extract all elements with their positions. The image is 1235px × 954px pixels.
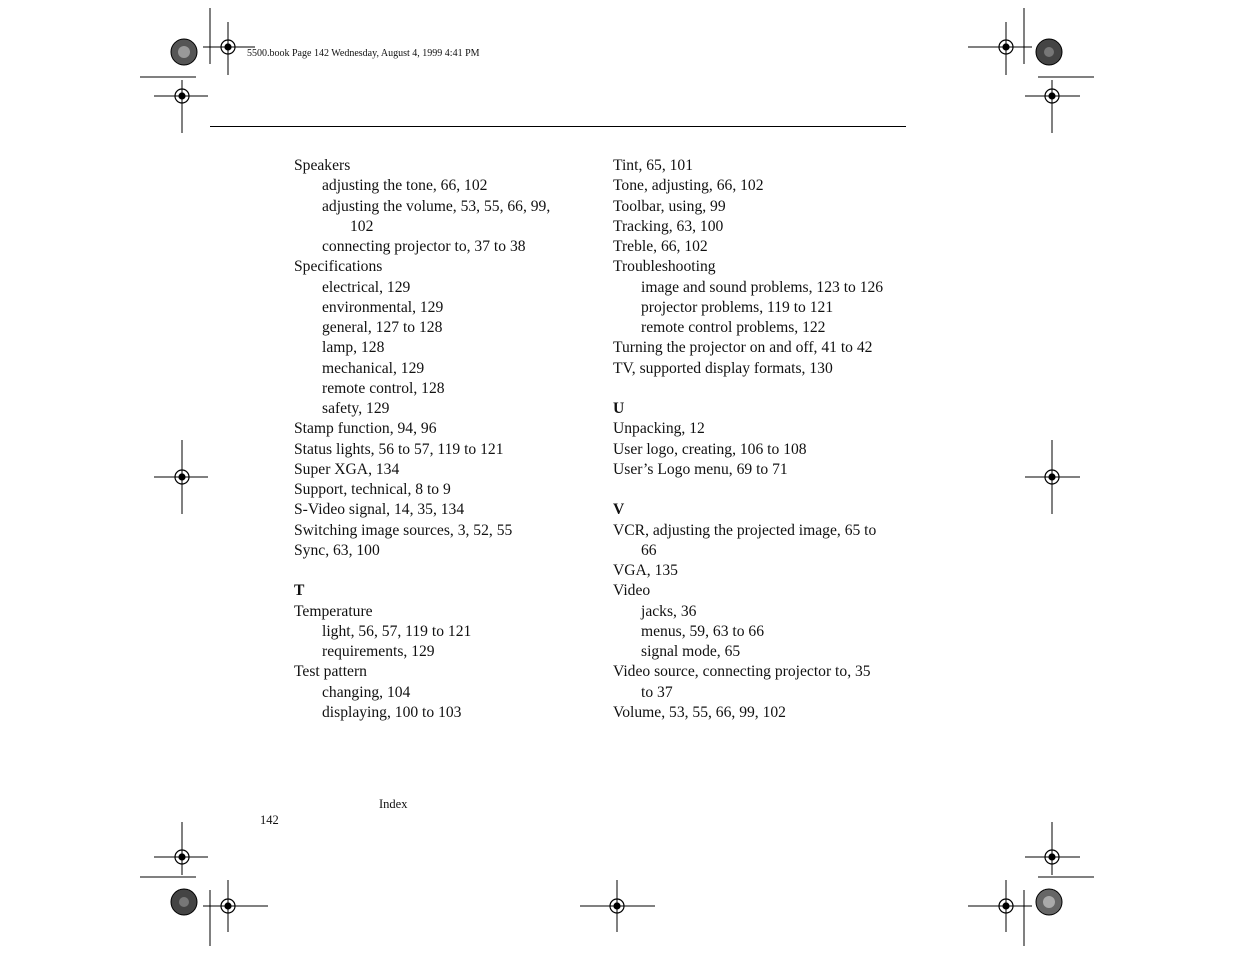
index-subentry: changing, 104 [322, 683, 411, 701]
index-entry: Video [613, 582, 651, 600]
index-entry: Switching image sources, 3, 52, 55 [294, 521, 513, 539]
index-entry: S-Video signal, 14, 35, 134 [294, 501, 465, 519]
index-subentry: environmental, 129 [322, 298, 444, 316]
index-entry: Tint, 65, 101 [613, 157, 694, 174]
section-spacer [613, 379, 913, 399]
index-entry: Sync, 63, 100 [294, 541, 380, 559]
index-entry: Support, technical, 8 to 9 [294, 481, 451, 498]
index-entry: Stamp function, 94, 96 [294, 420, 437, 438]
index-subentry: requirements, 129 [322, 643, 435, 660]
index-subentry: lamp, 128 [322, 339, 385, 357]
index-subentry: general, 127 to 128 [322, 319, 443, 336]
index-entry: Video source, connecting projector to, 35 [613, 663, 871, 681]
index-column-right [613, 156, 913, 723]
index-entry: Status lights, 56 to 57, 119 to 121 [294, 440, 504, 458]
index-subentry: adjusting the volume, 53, 55, 66, 99, [322, 197, 551, 215]
section-letter: U [613, 400, 625, 417]
index-entry: Tone, adjusting, 66, 102 [613, 177, 764, 195]
index-entry: Unpacking, 12 [613, 420, 705, 438]
index-subentry: remote control problems, 122 [641, 319, 826, 336]
index-entry: Turning the projector on and off, 41 to 42 [613, 339, 873, 357]
index-entry: Test pattern [294, 663, 367, 681]
page-number: 142 [260, 813, 279, 827]
index-entry: Treble, 66, 102 [613, 238, 708, 255]
index-entry: Super XGA, 134 [294, 460, 400, 478]
index-subentry: mechanical, 129 [322, 359, 425, 377]
index-subentry: connecting projector to, 37 to 38 [322, 238, 526, 255]
index-entry: Troubleshooting [613, 258, 716, 276]
index-subentry: jacks, 36 [641, 602, 697, 620]
index-subentry: to 37 [641, 683, 673, 701]
index-entry: Specifications [294, 258, 383, 276]
index-entry: Speakers [294, 157, 351, 174]
print-slug: 5500.book Page 142 Wednesday, August 4, 1999 4:41 PM [247, 48, 480, 59]
index-entry: VCR, adjusting the projected image, 65 to [613, 521, 877, 539]
index-subentry: 66 [641, 541, 657, 559]
index-subentry: remote control, 128 [322, 379, 445, 397]
section-letter: V [613, 501, 625, 519]
index-subentry: electrical, 129 [322, 278, 411, 296]
index-subentry: image and sound problems, 123 to 126 [641, 278, 884, 296]
section-letter: T [294, 582, 305, 600]
index-subentry: 102 [350, 217, 374, 235]
section-spacer [294, 561, 594, 581]
index-subentry: adjusting the tone, 66, 102 [322, 177, 488, 195]
index-column-left [294, 156, 594, 723]
header-rule [210, 126, 906, 127]
index-entry: Volume, 53, 55, 66, 99, 102 [613, 703, 786, 721]
index-entry: User’s Logo menu, 69 to 71 [613, 460, 788, 478]
index-subentry: menus, 59, 63 to 66 [641, 622, 765, 640]
index-entry: Tracking, 63, 100 [613, 217, 724, 235]
footer-section-title: Index [379, 797, 408, 811]
index-subentry: displaying, 100 to 103 [322, 703, 462, 721]
index-entry: User logo, creating, 106 to 108 [613, 440, 807, 458]
index-entry: VGA, 135 [613, 562, 678, 579]
index-subentry: safety, 129 [322, 400, 390, 417]
index-entry: Temperature [294, 602, 373, 620]
index-entry: Toolbar, using, 99 [613, 197, 726, 215]
section-spacer [613, 480, 913, 500]
index-subentry: projector problems, 119 to 121 [641, 298, 834, 316]
index-subentry: signal mode, 65 [641, 643, 741, 660]
index-subentry: light, 56, 57, 119 to 121 [322, 622, 472, 640]
index-entry: TV, supported display formats, 130 [613, 359, 833, 377]
